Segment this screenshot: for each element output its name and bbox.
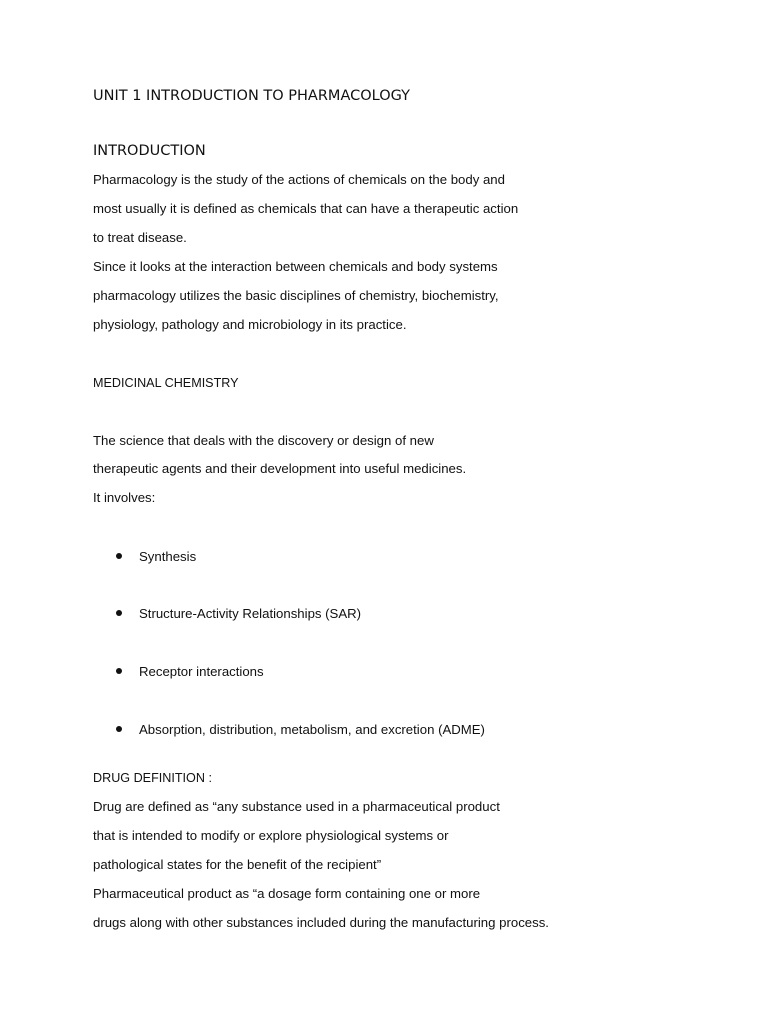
medicinal-line: The science that deals with the discovery or design of new	[93, 433, 434, 448]
drug-line: pathological states for the benefit of the recipient”	[93, 857, 382, 872]
unit-title: UNIT 1 INTRODUCTION TO PHARMACOLOGY	[93, 88, 410, 104]
list-item-text: Receptor interactions	[139, 664, 264, 679]
intro-line: pharmacology utilizes the basic disciplines of chemistry, biochemistry,	[93, 288, 499, 303]
bullet-icon	[116, 726, 122, 732]
intro-line: Since it looks at the interaction between chemicals and body systems	[93, 259, 498, 274]
intro-line: to treat disease.	[93, 230, 187, 245]
drug-definition-heading: DRUG DEFINITION :	[93, 771, 212, 785]
list-item-text: Structure-Activity Relationships (SAR)	[139, 606, 362, 621]
intro-line: physiology, pathology and microbiology in its practice.	[93, 317, 407, 332]
medicinal-line: therapeutic agents and their development into useful medicines.	[93, 461, 467, 476]
drug-line: that is intended to modify or explore physiological systems or	[93, 828, 449, 843]
drug-line: Drug are defined as “any substance used in a pharmaceutical product	[93, 799, 500, 814]
drug-line: drugs along with other substances included during the manufacturing process.	[93, 915, 549, 930]
medicinal-chemistry-heading: MEDICINAL CHEMISTRY	[93, 376, 239, 390]
medicinal-line: It involves:	[93, 490, 156, 505]
bullet-icon	[116, 668, 122, 674]
intro-line: Pharmacology is the study of the actions of chemicals on the body and	[93, 172, 505, 187]
intro-line: most usually it is defined as chemicals that can have a therapeutic action	[93, 201, 519, 216]
introduction-heading: INTRODUCTION	[93, 143, 206, 159]
bullet-icon	[116, 553, 122, 559]
drug-line: Pharmaceutical product as “a dosage form containing one or more	[93, 886, 481, 901]
list-item-text: Synthesis	[139, 549, 197, 564]
bullet-icon	[116, 610, 122, 616]
list-item-text: Absorption, distribution, metabolism, and excretion (ADME)	[139, 722, 485, 737]
